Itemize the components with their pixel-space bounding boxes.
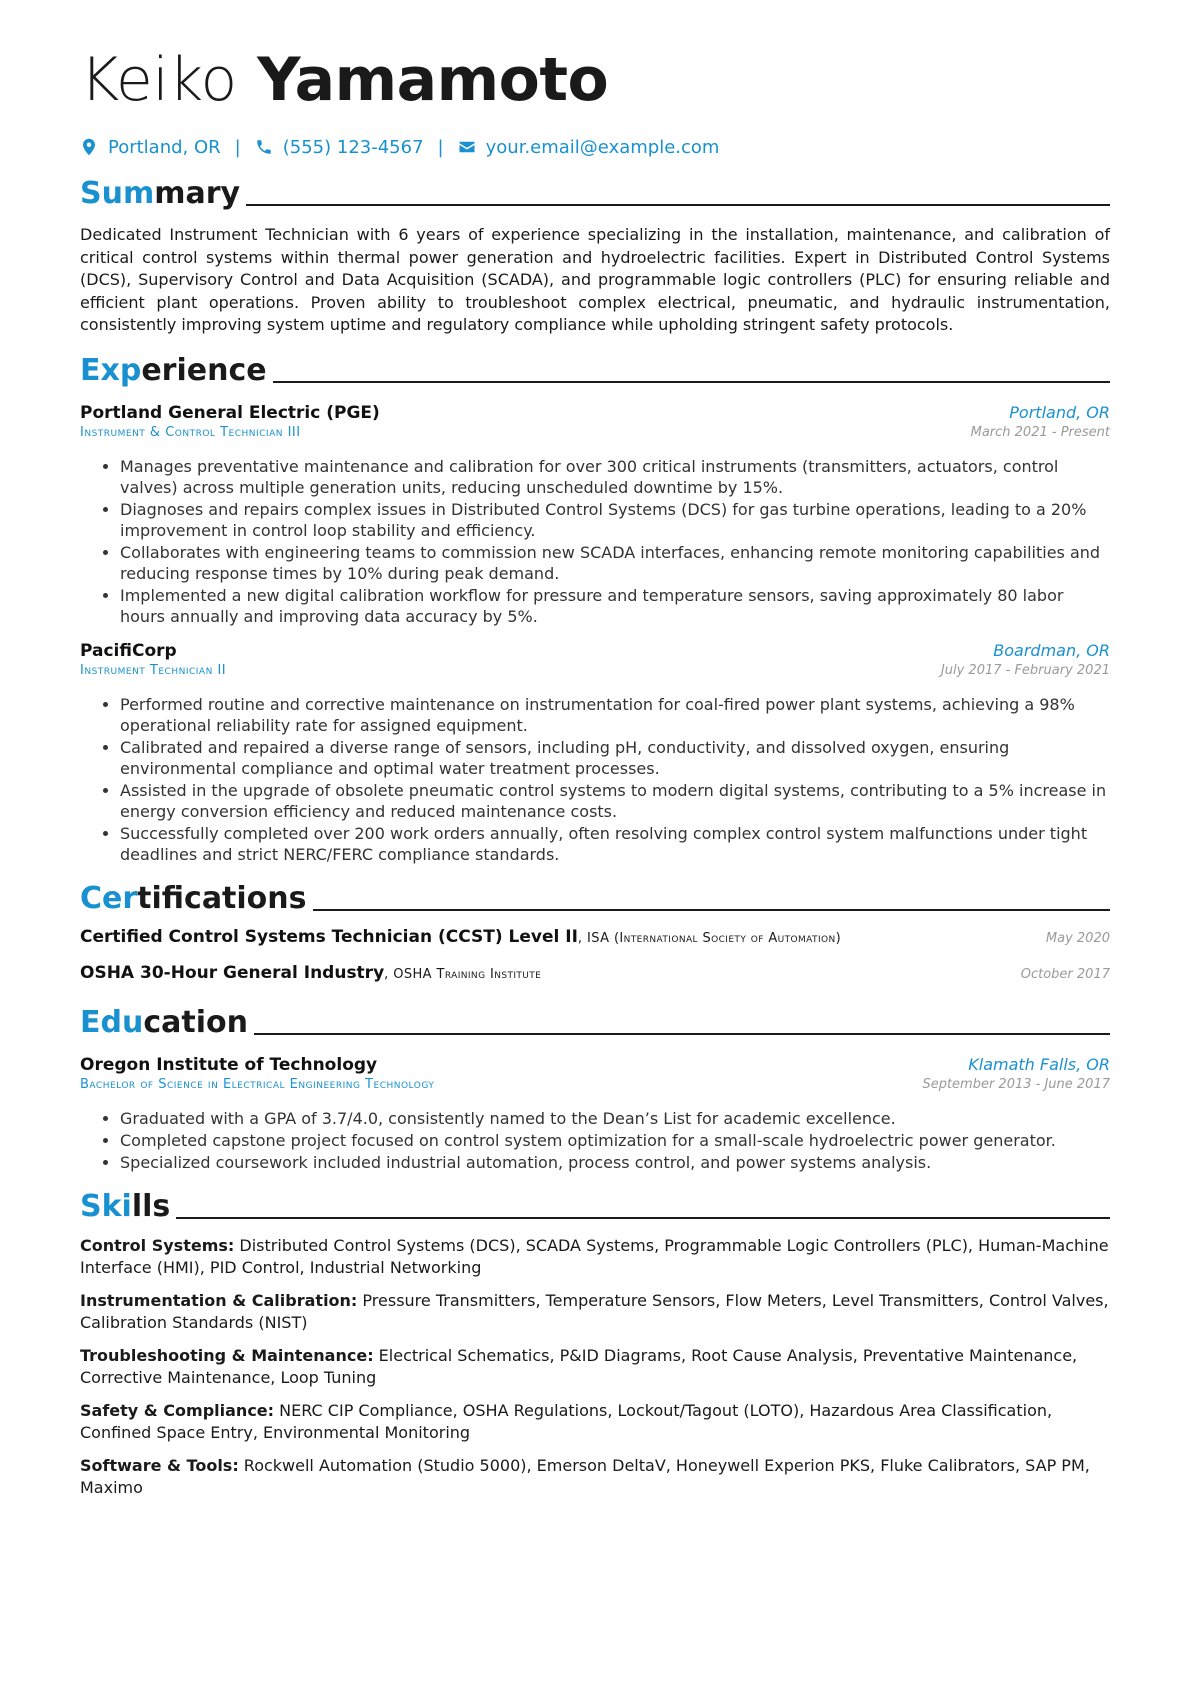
skill-group — [80, 1235, 1110, 1280]
degree-title: Bachelor of Science in Electrical Engineering Technology — [80, 1076, 435, 1092]
bullet-item: • Assisted in the upgrade of obsolete pneumatic control systems to modern digital systems, contributing to a 5% increase in energy conversion efficiency and reduced maintenance costs. — [120, 780, 1110, 822]
job-title: Instrument Technician II — [80, 662, 227, 678]
cert-issuer: , ISA (International Society of Automation) — [577, 930, 842, 946]
bullet-item: • Collaborates with engineering teams to commission new SCADA interfaces, enhancing remote monitoring capabilities and reducing response times by 10% during peak demand. — [120, 542, 1110, 584]
section-divider — [313, 909, 1110, 911]
title-rest: tifications — [137, 880, 307, 916]
education-bullets — [80, 1108, 1110, 1173]
skill-text: Pressure Transmitters, Temperature Sensors, Flow Meters, Level Transmitters, Control Valves, Calibration Standards (NIST) — [80, 1290, 1109, 1332]
certification-item — [80, 963, 1110, 989]
title-rest: erience — [141, 352, 267, 388]
job-title: Instrument & Control Technician III — [80, 424, 301, 440]
skill-group — [80, 1290, 1110, 1335]
summary-heading — [80, 172, 1110, 212]
cert-date: May 2020 — [1045, 930, 1110, 946]
last-name: Yamamoto — [257, 45, 609, 115]
title-rest: mary — [154, 176, 241, 211]
contact-separator: | — [437, 136, 444, 158]
location-text: Portland, OR — [108, 136, 221, 158]
contact-bar — [80, 134, 1110, 160]
job-location: Boardman, OR — [993, 640, 1110, 660]
skills-heading — [80, 1185, 1110, 1225]
job-bullets — [80, 456, 1110, 627]
bullet-item: • Performed routine and corrective maintenance on instrumentation for coal-fired power plant systems, achieving a 98% operational reliability rate for assigned equipment. — [120, 694, 1110, 736]
title-accent: Edu — [80, 1004, 144, 1040]
contact-separator: | — [234, 136, 241, 158]
contact-phone[interactable] — [255, 137, 424, 158]
map-pin-icon — [80, 137, 98, 157]
section-divider — [176, 1217, 1110, 1219]
section-title — [80, 1005, 248, 1041]
school-name: Oregon Institute of Technology — [80, 1054, 378, 1075]
skill-text: Rockwell Automation (Studio 5000), Emerson DeltaV, Honeywell Experion PKS, Fluke Calibrators, SAP PM, Maximo — [80, 1455, 1090, 1497]
candidate-name — [80, 40, 1110, 120]
job-entry — [80, 403, 1110, 627]
bullet-item: • Implemented a new digital calibration workflow for pressure and temperature sensors, saving approximately 80 labor hours annually and improving data accuracy by 5%. — [120, 585, 1110, 627]
skill-label: Troubleshooting & Maintenance: — [80, 1345, 374, 1365]
bullet-item: • Graduated with a GPA of 3.7/4.0, consistently named to the Dean’s List for academic excellence. — [120, 1108, 1110, 1129]
bullet-item: • Completed capstone project focused on control system optimization for a small-scale hydroelectric power generator. — [120, 1130, 1110, 1151]
company-name: PacifiCorp — [80, 640, 177, 661]
skill-group — [80, 1345, 1110, 1390]
job-dates: July 2017 - February 2021 — [940, 662, 1110, 678]
cert-date: October 2017 — [1020, 966, 1110, 982]
title-accent: Ski — [80, 1188, 132, 1224]
school-location: Klamath Falls, OR — [968, 1054, 1110, 1074]
section-title — [80, 881, 307, 917]
job-dates: March 2021 - Present — [970, 424, 1110, 440]
section-title — [80, 1189, 170, 1225]
section-title — [80, 353, 267, 389]
company-name: Portland General Electric (PGE) — [80, 402, 380, 423]
education-dates: September 2013 - June 2017 — [922, 1076, 1110, 1092]
title-accent: Exp — [80, 352, 142, 388]
skill-label: Software & Tools: — [80, 1455, 239, 1475]
phone-text: (555) 123-4567 — [282, 136, 424, 158]
job-entry — [80, 641, 1110, 865]
cert-issuer: , OSHA Training Institute — [384, 966, 542, 982]
bullet-item: • Successfully completed over 200 work orders annually, often resolving complex control system malfunctions under tight deadlines and strict NERC/FERC compliance standards. — [120, 823, 1110, 865]
section-divider — [246, 204, 1110, 206]
skill-text: Distributed Control Systems (DCS), SCADA Systems, Programmable Logic Controllers (PLC), Human-Machine Interface (HMI), PID Control, Industrial Networking — [80, 1235, 1109, 1277]
email-text: your.email@example.com — [485, 136, 720, 158]
section-divider — [254, 1033, 1110, 1035]
skill-group — [80, 1400, 1110, 1445]
certifications-heading — [80, 877, 1110, 917]
skill-text: NERC CIP Compliance, OSHA Regulations, Lockout/Tagout (LOTO), Hazardous Area Classification, Confined Space Entry, Environmental Monitoring — [80, 1400, 1053, 1442]
envelope-icon — [458, 137, 476, 157]
cert-name: OSHA 30-Hour General Industry — [80, 962, 385, 983]
section-divider — [273, 381, 1110, 383]
education-entry — [80, 1055, 1110, 1173]
education-heading — [80, 1001, 1110, 1041]
cert-name: Certified Control Systems Technician (CCST) Level II — [80, 926, 578, 947]
job-location: Portland, OR — [1009, 402, 1110, 422]
bullet-item: • Calibrated and repaired a diverse range of sensors, including pH, conductivity, and dissolved oxygen, ensuring environmental compliance and optimal water treatment processes. — [120, 737, 1110, 779]
bullet-item: • Specialized coursework included industrial automation, process control, and power systems analysis. — [120, 1152, 1110, 1173]
title-accent: Sum — [80, 176, 155, 211]
skill-label: Control Systems: — [80, 1235, 235, 1255]
bullet-item: • Manages preventative maintenance and calibration for over 300 critical instruments (transmitters, actuators, control valves) across multiple generation units, reducing unscheduled downtime by 15%. — [120, 456, 1110, 498]
skill-label: Instrumentation & Calibration: — [80, 1290, 358, 1310]
job-bullets — [80, 694, 1110, 865]
skill-text: Electrical Schematics, P&ID Diagrams, Root Cause Analysis, Preventative Maintenance, Corrective Maintenance, Loop Tuning — [80, 1345, 1078, 1387]
summary-text: Dedicated Instrument Technician with 6 years of experience specializing in the installation, maintenance, and calibration of critical control systems within thermal power generation and hydroelectric facilities. Expert in Distributed Control Systems (DCS), Supervisory Control and Data Acquisition (SCADA), and programmable logic controllers (PLC) for ensuring reliable and efficient plant operations. Proven ability to troubleshoot complex electrical, pneumatic, and hydraulic instrumentation, consistently improving system uptime and regulatory compliance while upholding stringent safety protocols. — [80, 225, 1110, 334]
skill-label: Safety & Compliance: — [80, 1400, 275, 1420]
section-title — [80, 176, 240, 212]
bullet-item: • Diagnoses and repairs complex issues in Distributed Control Systems (DCS) for gas turbine operations, leading to a 20% improvement in control loop stability and efficiency. — [120, 499, 1110, 541]
experience-heading — [80, 349, 1110, 389]
contact-email[interactable] — [458, 137, 720, 158]
certification-item — [80, 927, 1110, 953]
first-name: Keiko — [80, 45, 237, 115]
phone-icon — [255, 137, 273, 157]
skill-group — [80, 1455, 1110, 1500]
contact-location — [80, 137, 221, 158]
title-accent: Cer — [80, 880, 138, 916]
title-rest: lls — [131, 1188, 171, 1224]
title-rest: cation — [143, 1004, 248, 1040]
